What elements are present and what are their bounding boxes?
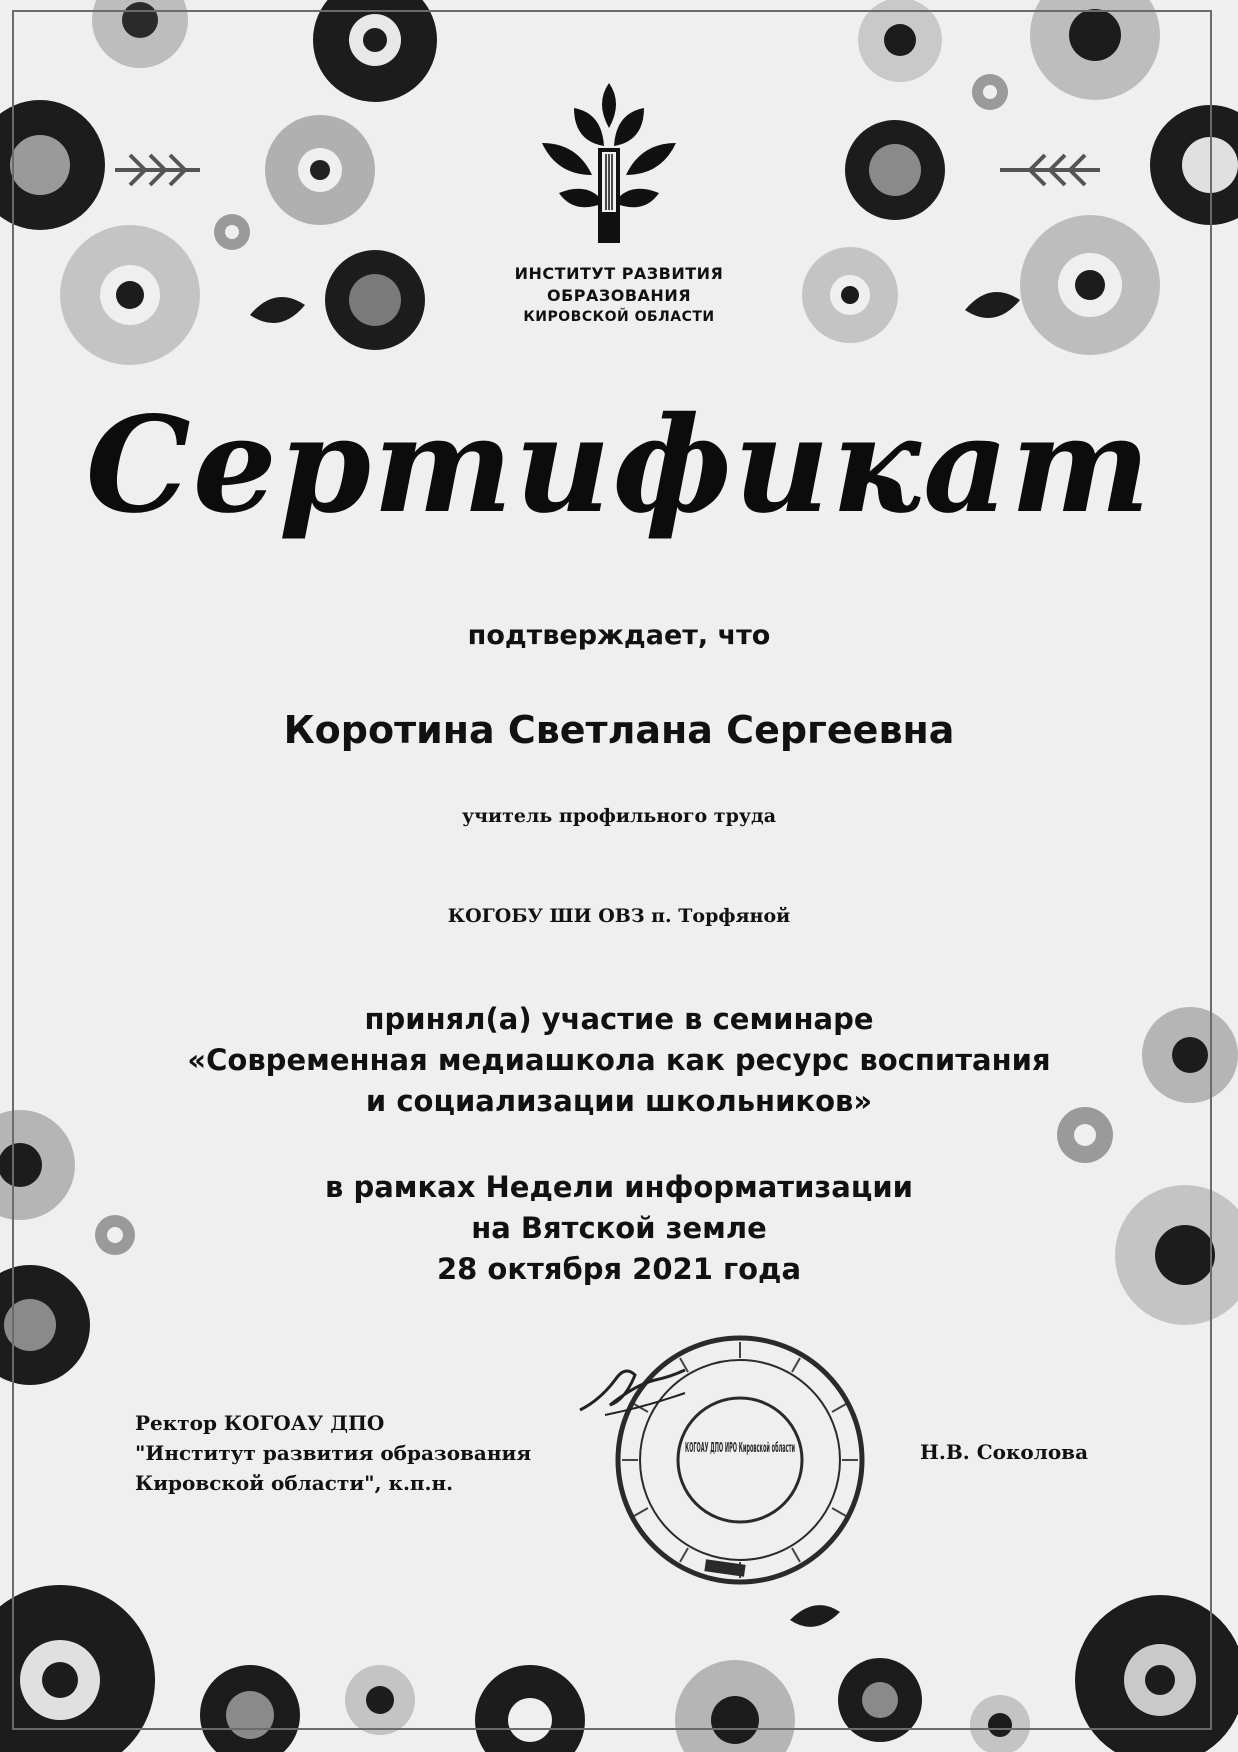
organization-name-line1: ИНСТИТУТ РАЗВИТИЯ bbox=[514, 264, 724, 283]
institute-logo-icon bbox=[534, 78, 684, 248]
seminar-title-line1: «Современная медиашкола как ресурс воспитания bbox=[187, 1043, 1051, 1077]
confirms-text: подтверждает, что bbox=[467, 620, 771, 651]
seminar-title-line2: и социализации школьников» bbox=[365, 1084, 873, 1118]
certificate-title: Сертификат bbox=[85, 388, 1153, 543]
stamp-center-text: КОГОАУ ДПО ИРО Кировской области bbox=[685, 1441, 795, 1456]
recipient-school: КОГОБУ ШИ ОВЗ п. Торфяной bbox=[447, 905, 791, 927]
event-date: 28 октября 2021 года bbox=[436, 1252, 802, 1286]
recipient-name: Коротина Светлана Сергеевна bbox=[283, 708, 955, 752]
organization-name-line3: КИРОВСКОЙ ОБЛАСТИ bbox=[523, 309, 715, 325]
context-line1: в рамках Недели информатизации bbox=[325, 1170, 913, 1204]
signatory-title-line3: Кировской области", к.п.н. bbox=[135, 1471, 454, 1495]
signatory-name: Н.В. Соколова bbox=[920, 1440, 1089, 1464]
recipient-position: учитель профильного труда bbox=[461, 805, 777, 827]
signatory-title-line2: "Институт развития образования bbox=[135, 1441, 532, 1465]
organization-name-line2: ОБРАЗОВАНИЯ bbox=[546, 286, 692, 305]
signature-scribble bbox=[575, 1355, 695, 1425]
participation-text: принял(а) участие в семинаре bbox=[364, 1002, 874, 1036]
signatory-title-line1: Ректор КОГОАУ ДПО bbox=[135, 1411, 385, 1435]
context-line2: на Вятской земле bbox=[471, 1211, 767, 1245]
signatory-title bbox=[135, 1408, 531, 1498]
